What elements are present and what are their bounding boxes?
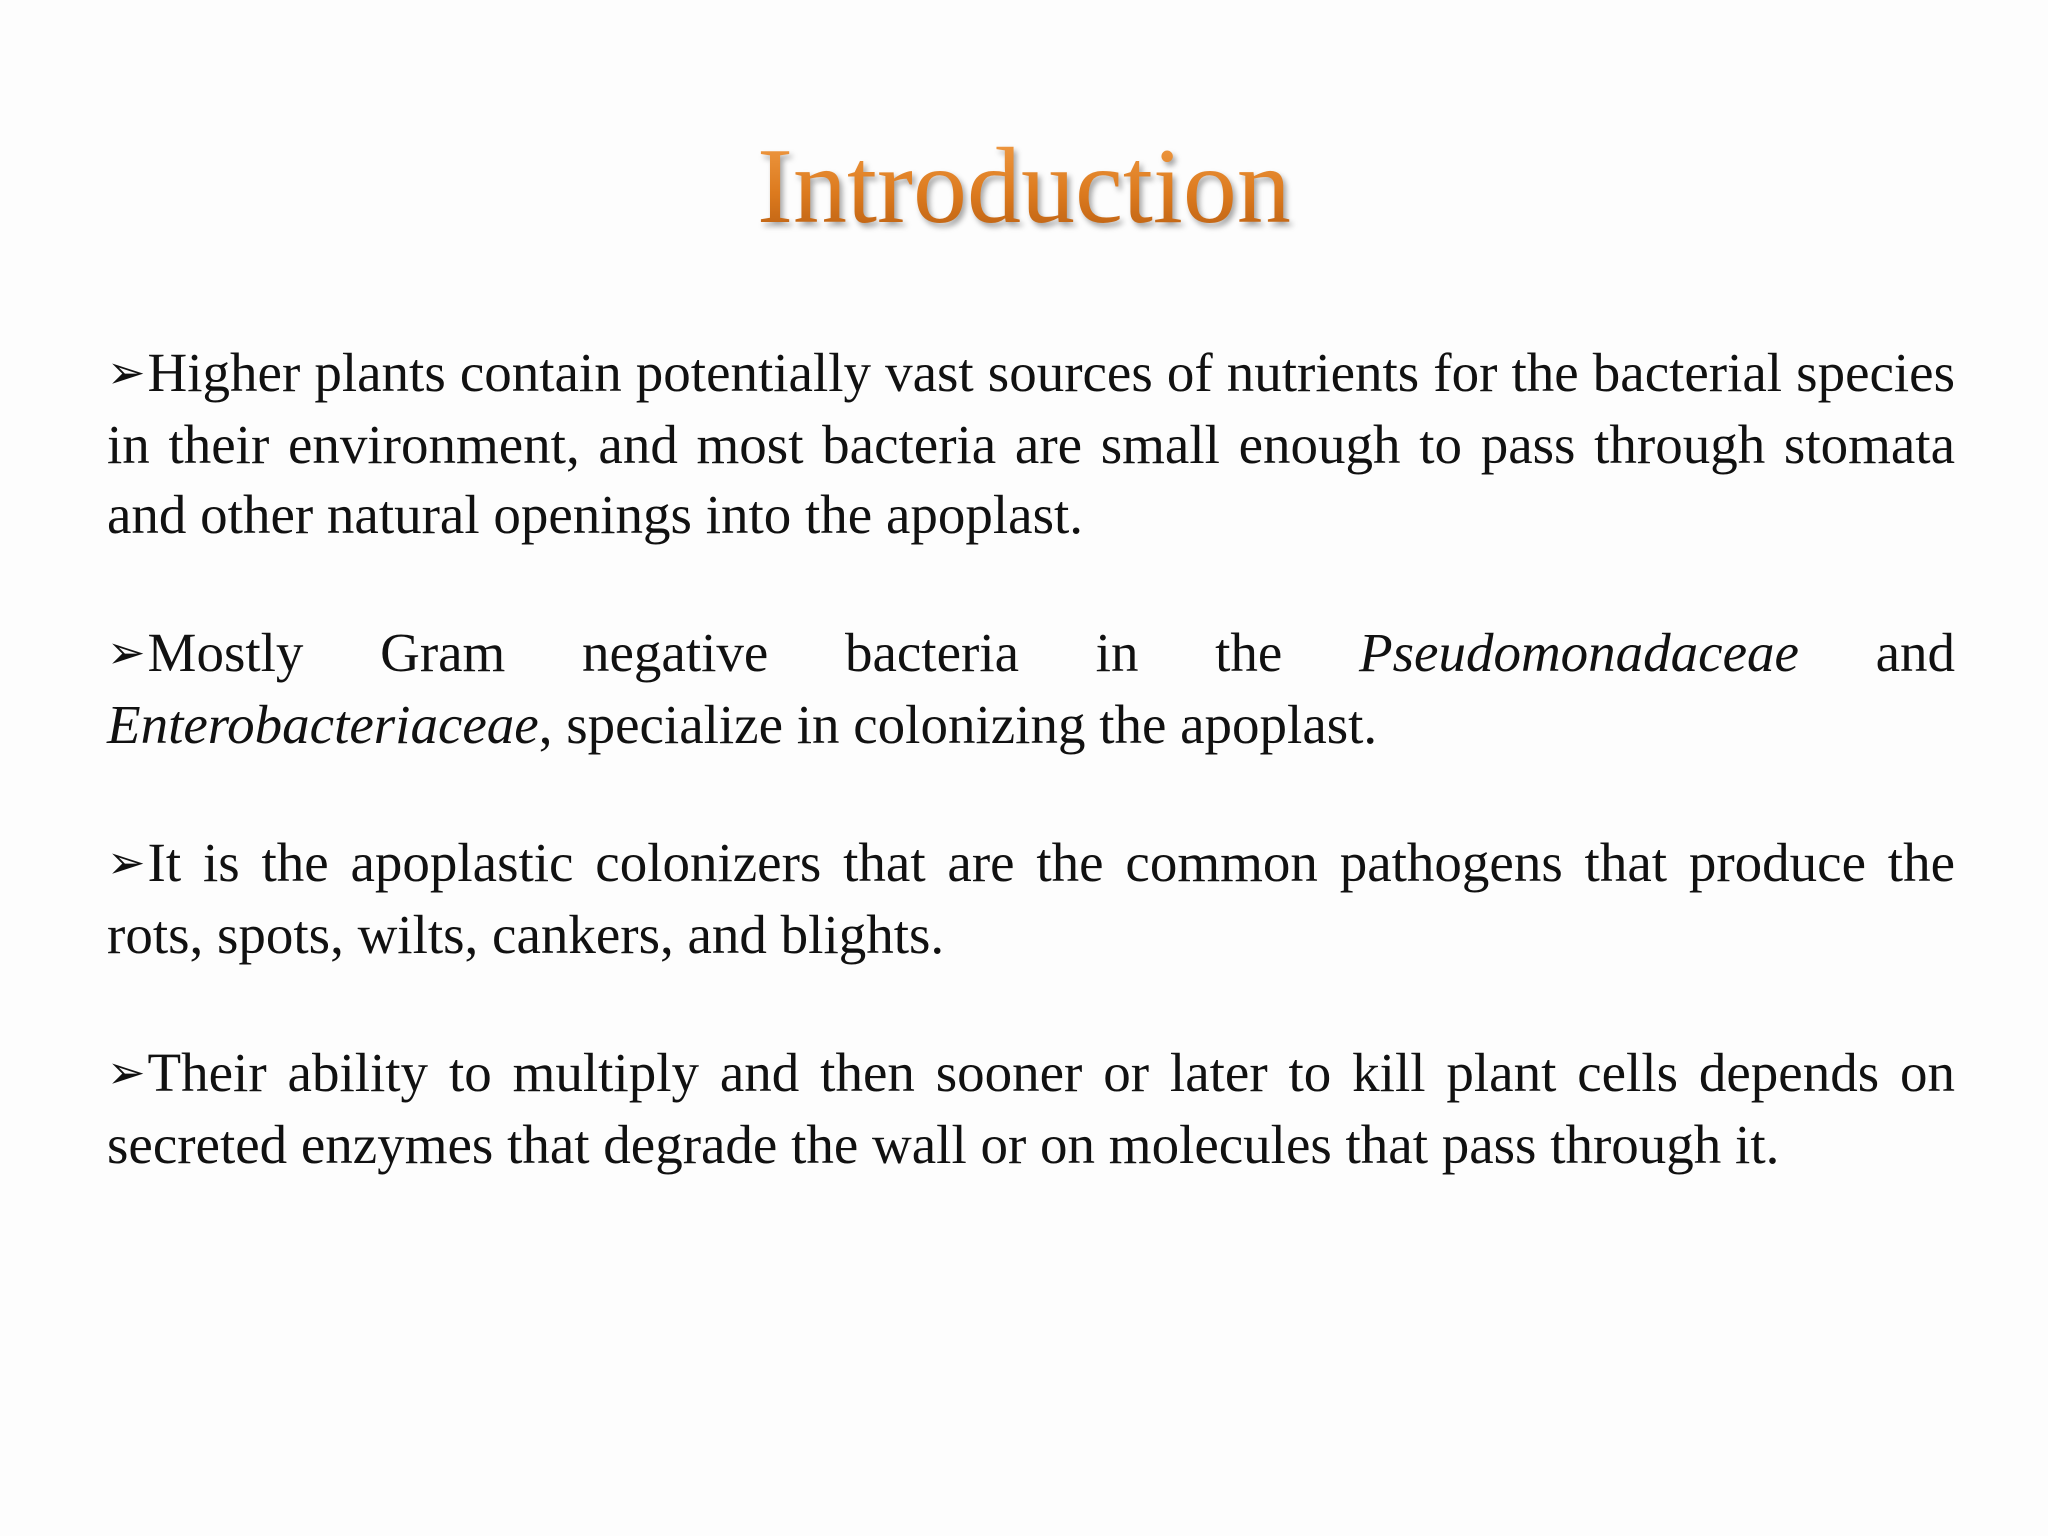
paragraph-text: Higher plants contain potentially vast sources of nutrients for the bacterial species in their environment, and most bacteria are small enough to pass through stomata and other natural openings into the apoplast. — [107, 342, 1955, 545]
taxon-name: Enterobacteriaceae — [107, 694, 539, 755]
bullet-paragraph-3 — [107, 828, 1955, 970]
slide-body — [107, 338, 1955, 1248]
taxon-name: Pseudomonadaceae — [1359, 622, 1799, 683]
arrow-bullet-icon: ➢ — [107, 835, 146, 889]
paragraph-text: Mostly Gram negative bacteria in the — [147, 622, 1360, 683]
bullet-paragraph-4 — [107, 1038, 1955, 1180]
arrow-bullet-icon: ➢ — [107, 1045, 146, 1099]
bullet-paragraph-2 — [107, 618, 1955, 760]
arrow-bullet-icon: ➢ — [107, 625, 146, 679]
paragraph-text: , specialize in colonizing the apoplast. — [538, 694, 1378, 755]
slide-title: Introduction — [0, 128, 2048, 247]
paragraph-text: Their ability to multiply and then sooner or later to kill plant cells depends on secreted enzymes that degrade the wall or on molecules that pass through it. — [107, 1042, 1955, 1175]
paragraph-text: It is the apoplastic colonizers that are the common pathogens that produce the rots, spots, wilts, cankers, and blights. — [107, 832, 1955, 965]
paragraph-line — [107, 618, 1955, 690]
paragraph-text: and — [1798, 622, 1955, 683]
bullet-paragraph-1 — [107, 338, 1955, 550]
paragraph-line — [107, 690, 1955, 760]
arrow-bullet-icon: ➢ — [107, 345, 146, 399]
